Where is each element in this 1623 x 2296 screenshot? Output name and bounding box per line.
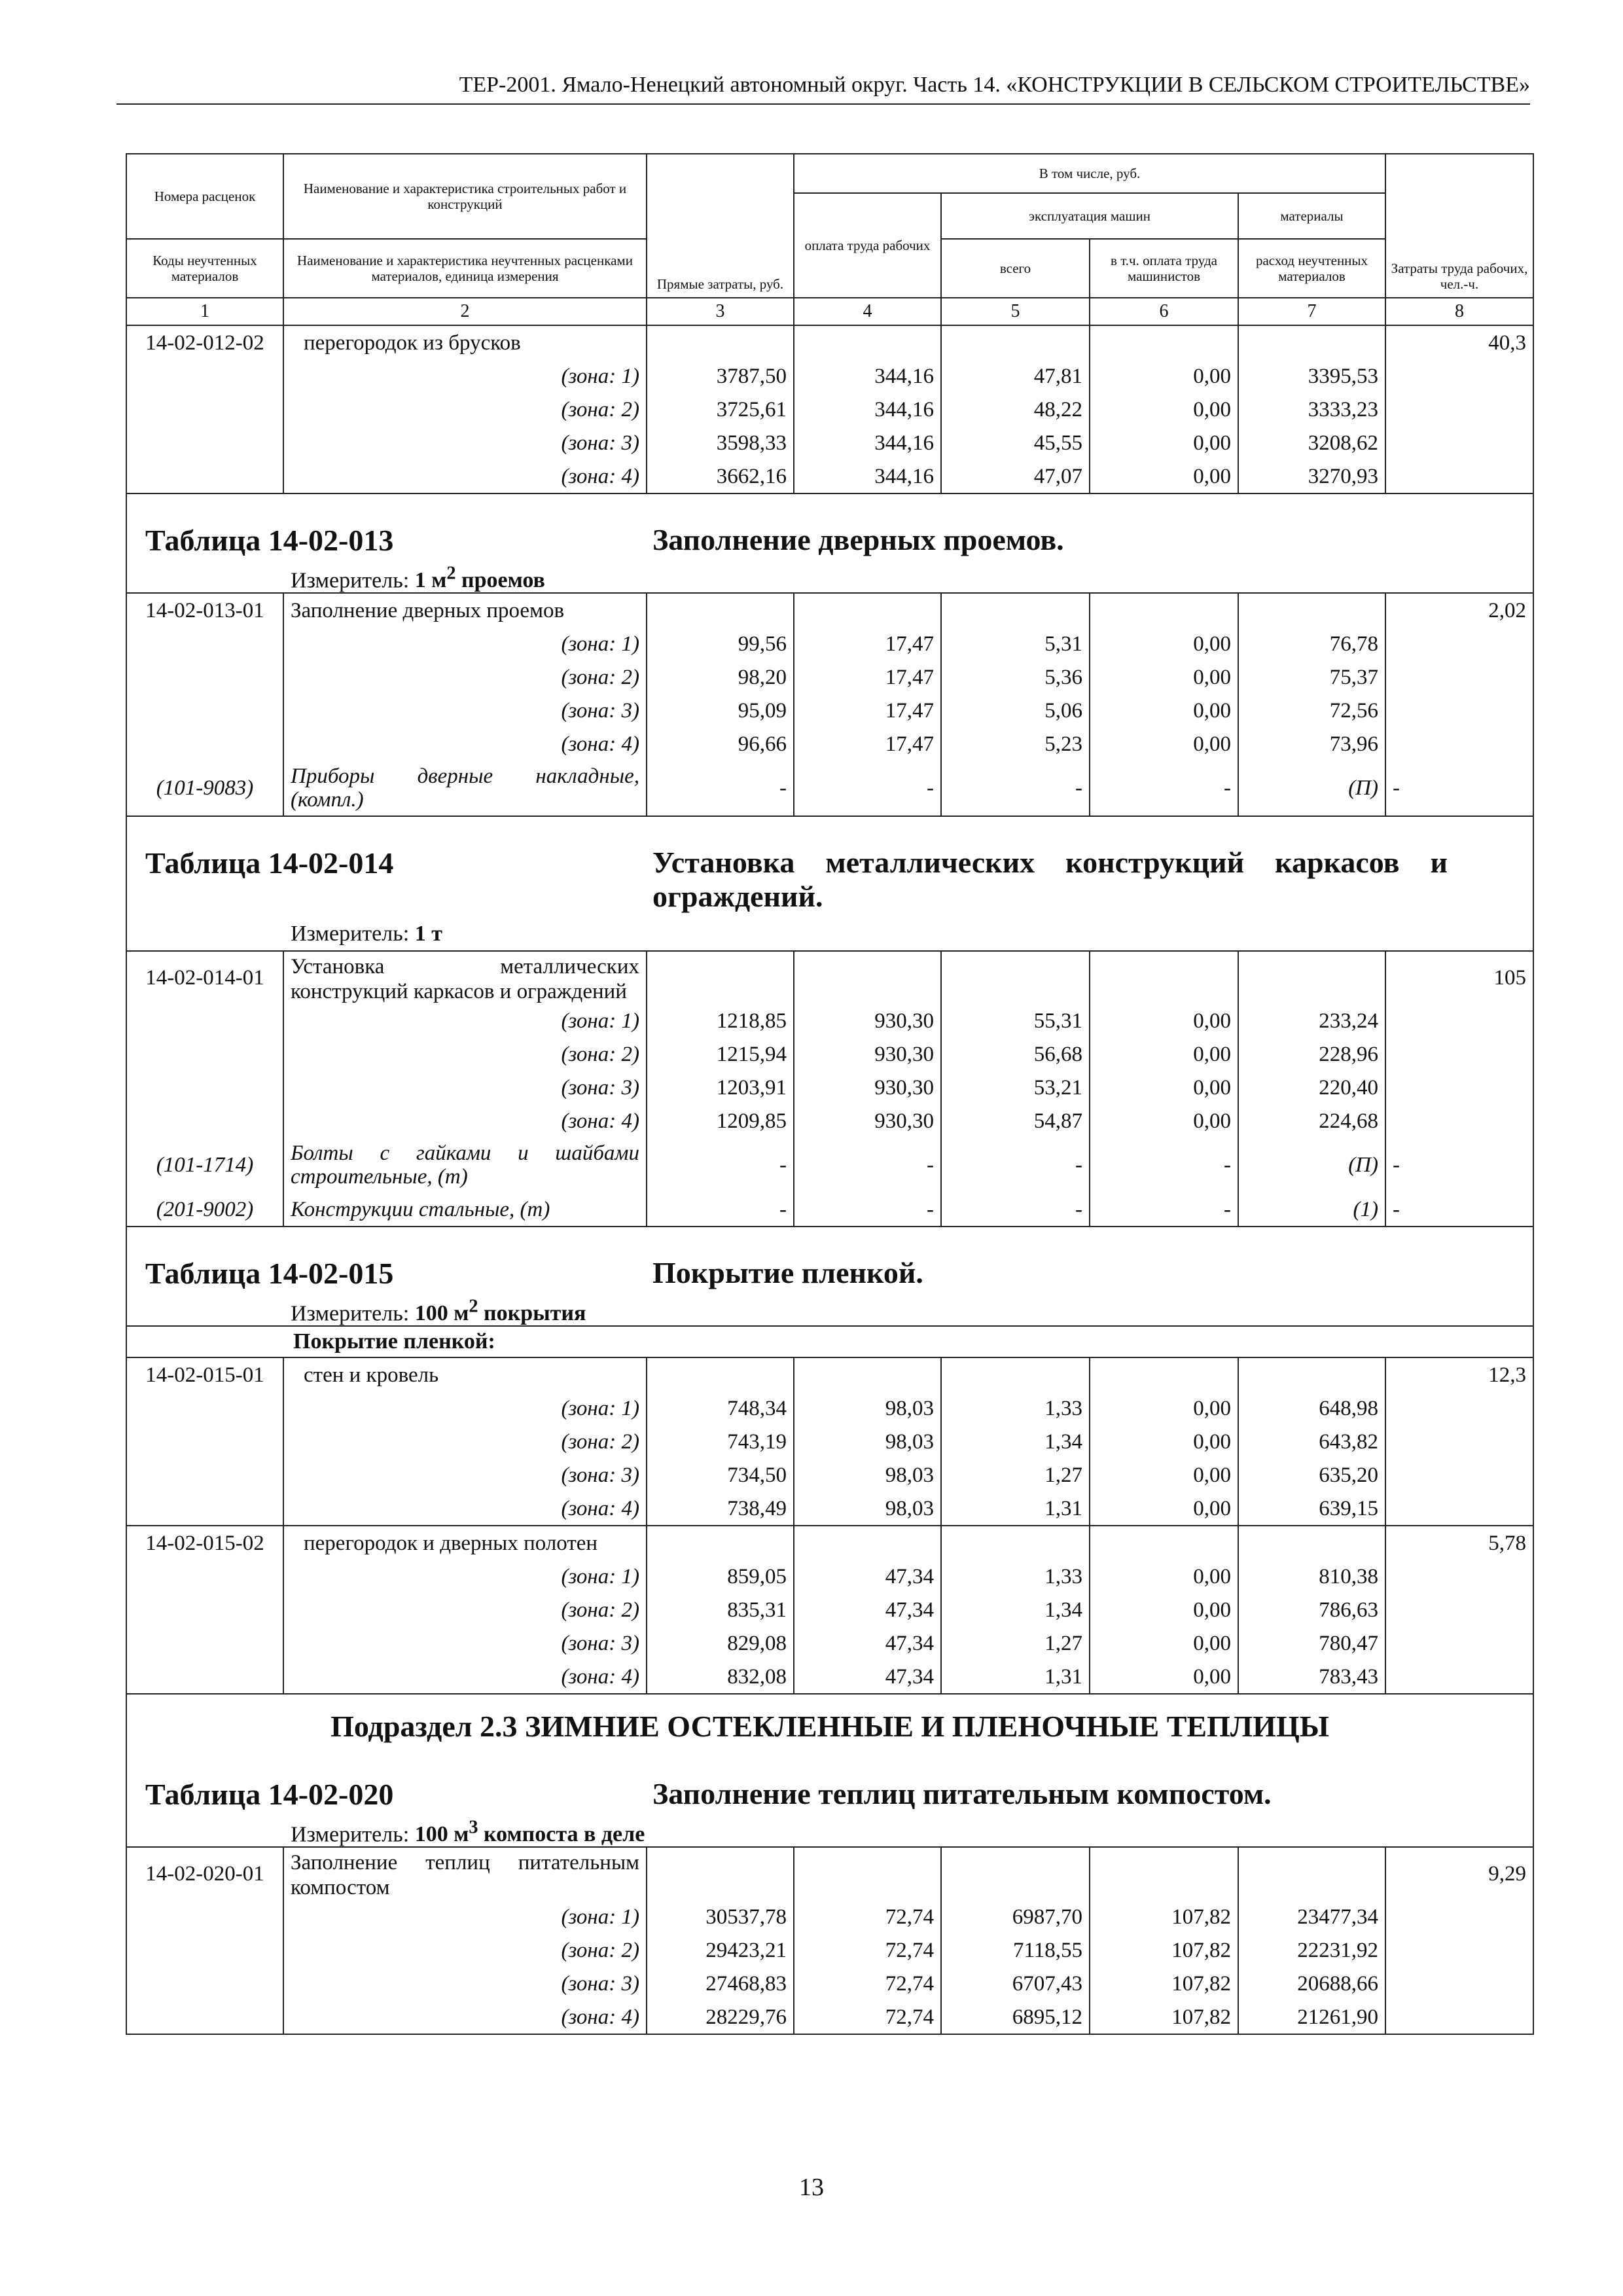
meter-line: Измеритель: 100 $м^3$ компоста в деле <box>291 1818 645 1847</box>
subgroup-label: Покрытие пленкой: <box>126 1326 1533 1357</box>
col2-bottom-header: Наименование и характеристика неучтенных расценками материалов, единица измерения <box>283 239 647 298</box>
zone-row: (зона: 2) 29423,21 72,74 7118,55 107,82 22231,92 <box>126 1933 1533 1967</box>
col3-header: Прямые затраты, руб. <box>647 154 794 298</box>
zone-row: (зона: 2) 98,20 17,47 5,36 0,00 75,37 <box>126 660 1533 694</box>
labor-cost: 12,3 <box>1385 1357 1533 1391</box>
page-number: 13 <box>799 2174 824 2201</box>
rate-code: 14-02-013-01 <box>126 593 283 627</box>
rate-name: Установка металлических конструкций каркасов и ограждений <box>283 951 647 1004</box>
material-name: Приборы дверные накладные, (компл.) <box>283 761 647 816</box>
labor-cost: 40,3 <box>1385 325 1533 359</box>
zone-row: (зона: 4) 96,66 17,47 5,23 0,00 73,96 <box>126 727 1533 761</box>
meter-line: Измеритель: 100 $м^2$ покрытия <box>291 1297 586 1326</box>
column-number: 3 <box>647 298 794 325</box>
rate-code: 14-02-012-02 <box>126 325 283 359</box>
column-number: 2 <box>283 298 647 325</box>
zone-row: (зона: 1) 859,05 47,34 1,33 0,00 810,38 <box>126 1560 1533 1593</box>
material-row: (101-1714) Болты с гайками и шайбами строительные, (т) - - - - (П) - <box>126 1138 1533 1193</box>
rates-table <box>126 153 1534 2035</box>
meter-line: Измеритель: 1 $м^2$ проемов <box>291 564 545 593</box>
column-number: 5 <box>941 298 1090 325</box>
material-code: (201-9002) <box>126 1193 283 1227</box>
table-number: Таблица 14-02-013 <box>145 524 394 557</box>
table-title: Покрытие пленкой. <box>652 1256 923 1289</box>
zone-row: (зона: 3) 1203,91 930,30 53,21 0,00 220,40 <box>126 1071 1533 1104</box>
col7-header: расход неучтенных материалов <box>1238 239 1385 298</box>
table-number: Таблица 14-02-015 <box>145 1257 394 1290</box>
zone-row: (зона: 1) 30537,78 72,74 6987,70 107,82 23477,34 <box>126 1900 1533 1933</box>
material-code: (101-9083) <box>126 761 283 816</box>
col4-header: оплата труда рабочих <box>794 193 941 298</box>
zone-row: (зона: 4) 1209,85 930,30 54,87 0,00 224,68 <box>126 1104 1533 1138</box>
column-number: 1 <box>126 298 283 325</box>
rate-name: стен и кровель <box>283 1357 647 1391</box>
table-title: Заполнение дверных проемов. <box>652 523 1064 556</box>
material-qty: (1) <box>1238 1193 1385 1227</box>
zone-row: (зона: 4) 832,08 47,34 1,31 0,00 783,43 <box>126 1660 1533 1694</box>
zone-row: (зона: 3) 27468,83 72,74 6707,43 107,82 20688,66 <box>126 1967 1533 2000</box>
rate-name: Заполнение дверных проемов <box>283 593 647 627</box>
material-code: (101-1714) <box>126 1138 283 1193</box>
rate-code: 14-02-015-01 <box>126 1357 283 1391</box>
rate-name: перегородок из брусков <box>283 325 647 359</box>
col1-bottom-header: Коды неучтенных материалов <box>126 239 283 298</box>
rate-code: 14-02-020-01 <box>126 1847 283 1900</box>
materials-header: материалы <box>1238 193 1385 239</box>
zone-row: (зона: 4) 3662,16 344,16 47,07 0,00 3270,93 <box>126 459 1533 493</box>
material-name: Болты с гайками и шайбами строительные, (т) <box>283 1138 647 1193</box>
table-title: Установка металлических конструкций каркасов и ограждений. <box>652 846 1448 913</box>
material-row: (101-9083) Приборы дверные накладные, (компл.) - - - - (П) - <box>126 761 1533 816</box>
table-title: Заполнение теплиц питательным компостом. <box>652 1777 1272 1810</box>
table-heading-013 <box>126 493 1533 593</box>
zone-row: (зона: 4) 738,49 98,03 1,31 0,00 639,15 <box>126 1492 1533 1526</box>
zone-row: (зона: 4) 28229,76 72,74 6895,12 107,82 21261,90 <box>126 2000 1533 2034</box>
rate-name: Заполнение теплиц питательным компостом <box>283 1847 647 1900</box>
rate-code: 14-02-015-02 <box>126 1526 283 1560</box>
table-number: Таблица 14-02-014 <box>145 846 394 880</box>
zone-row: (зона: 3) 734,50 98,03 1,27 0,00 635,20 <box>126 1458 1533 1492</box>
labor-cost: 5,78 <box>1385 1526 1533 1560</box>
table-heading-014 <box>126 816 1533 951</box>
group-header: В том числе, руб. <box>794 154 1385 193</box>
zone-row: (зона: 2) 3725,61 344,16 48,22 0,00 3333,23 <box>126 393 1533 426</box>
zone-row: (зона: 1) 748,34 98,03 1,33 0,00 648,98 <box>126 1391 1533 1425</box>
table-heading-015 <box>126 1227 1533 1326</box>
zone-row: (зона: 2) 743,19 98,03 1,34 0,00 643,82 <box>126 1425 1533 1458</box>
zone-row: (зона: 2) 835,31 47,34 1,34 0,00 786,63 <box>126 1593 1533 1626</box>
rate-code: 14-02-014-01 <box>126 951 283 1004</box>
table-number: Таблица 14-02-020 <box>145 1778 394 1811</box>
material-qty: (П) <box>1238 1138 1385 1193</box>
zone-row: (зона: 1) 3787,50 344,16 47,81 0,00 3395,53 <box>126 359 1533 393</box>
column-number: 6 <box>1090 298 1238 325</box>
zone-row: (зона: 3) 829,08 47,34 1,27 0,00 780,47 <box>126 1626 1533 1660</box>
col2-top-header: Наименование и характеристика строительных работ и конструкций <box>283 154 647 239</box>
column-number: 7 <box>1238 298 1385 325</box>
column-number: 4 <box>794 298 941 325</box>
running-header: ТЕР-2001. Ямало-Ненецкий автономный округ. Часть 14. «КОНСТРУКЦИИ В СЕЛЬСКОМ СТРОИТЕЛЬСТВЕ» <box>116 71 1530 105</box>
labor-cost: 2,02 <box>1385 593 1533 627</box>
labor-cost: 105 <box>1385 951 1533 1004</box>
col8-header: Затраты труда рабочих, чел.-ч. <box>1385 154 1533 298</box>
col1-top-header: Номера расценок <box>126 154 283 239</box>
zone-row: (зона: 3) 3598,33 344,16 45,55 0,00 3208,62 <box>126 426 1533 459</box>
zone-row: (зона: 2) 1215,94 930,30 56,68 0,00 228,96 <box>126 1037 1533 1071</box>
material-row: (201-9002) Конструкции стальные, (т) - - - - (1) - <box>126 1193 1533 1227</box>
subsection-title: Подраздел 2.3 ЗИМНИЕ ОСТЕКЛЕННЫЕ И ПЛЕНОЧНЫЕ ТЕПЛИЦЫ <box>330 1710 1329 1743</box>
labor-cost: 9,29 <box>1385 1847 1533 1900</box>
zone-row: (зона: 3) 95,09 17,47 5,06 0,00 72,56 <box>126 694 1533 727</box>
machines-header: эксплуатация машин <box>941 193 1238 239</box>
subsection-heading <box>126 1694 1533 1847</box>
zone-row: (зона: 1) 1218,85 930,30 55,31 0,00 233,24 <box>126 1004 1533 1037</box>
col5-header: всего <box>941 239 1090 298</box>
material-name: Конструкции стальные, (т) <box>283 1193 647 1227</box>
col6-header: в т.ч. оплата труда машинистов <box>1090 239 1238 298</box>
zone-row: (зона: 1) 99,56 17,47 5,31 0,00 76,78 <box>126 627 1533 660</box>
rate-name: перегородок и дверных полотен <box>283 1526 647 1560</box>
column-number: 8 <box>1385 298 1533 325</box>
material-qty: (П) <box>1238 761 1385 816</box>
meter-line: Измеритель: 1 т <box>291 922 442 946</box>
